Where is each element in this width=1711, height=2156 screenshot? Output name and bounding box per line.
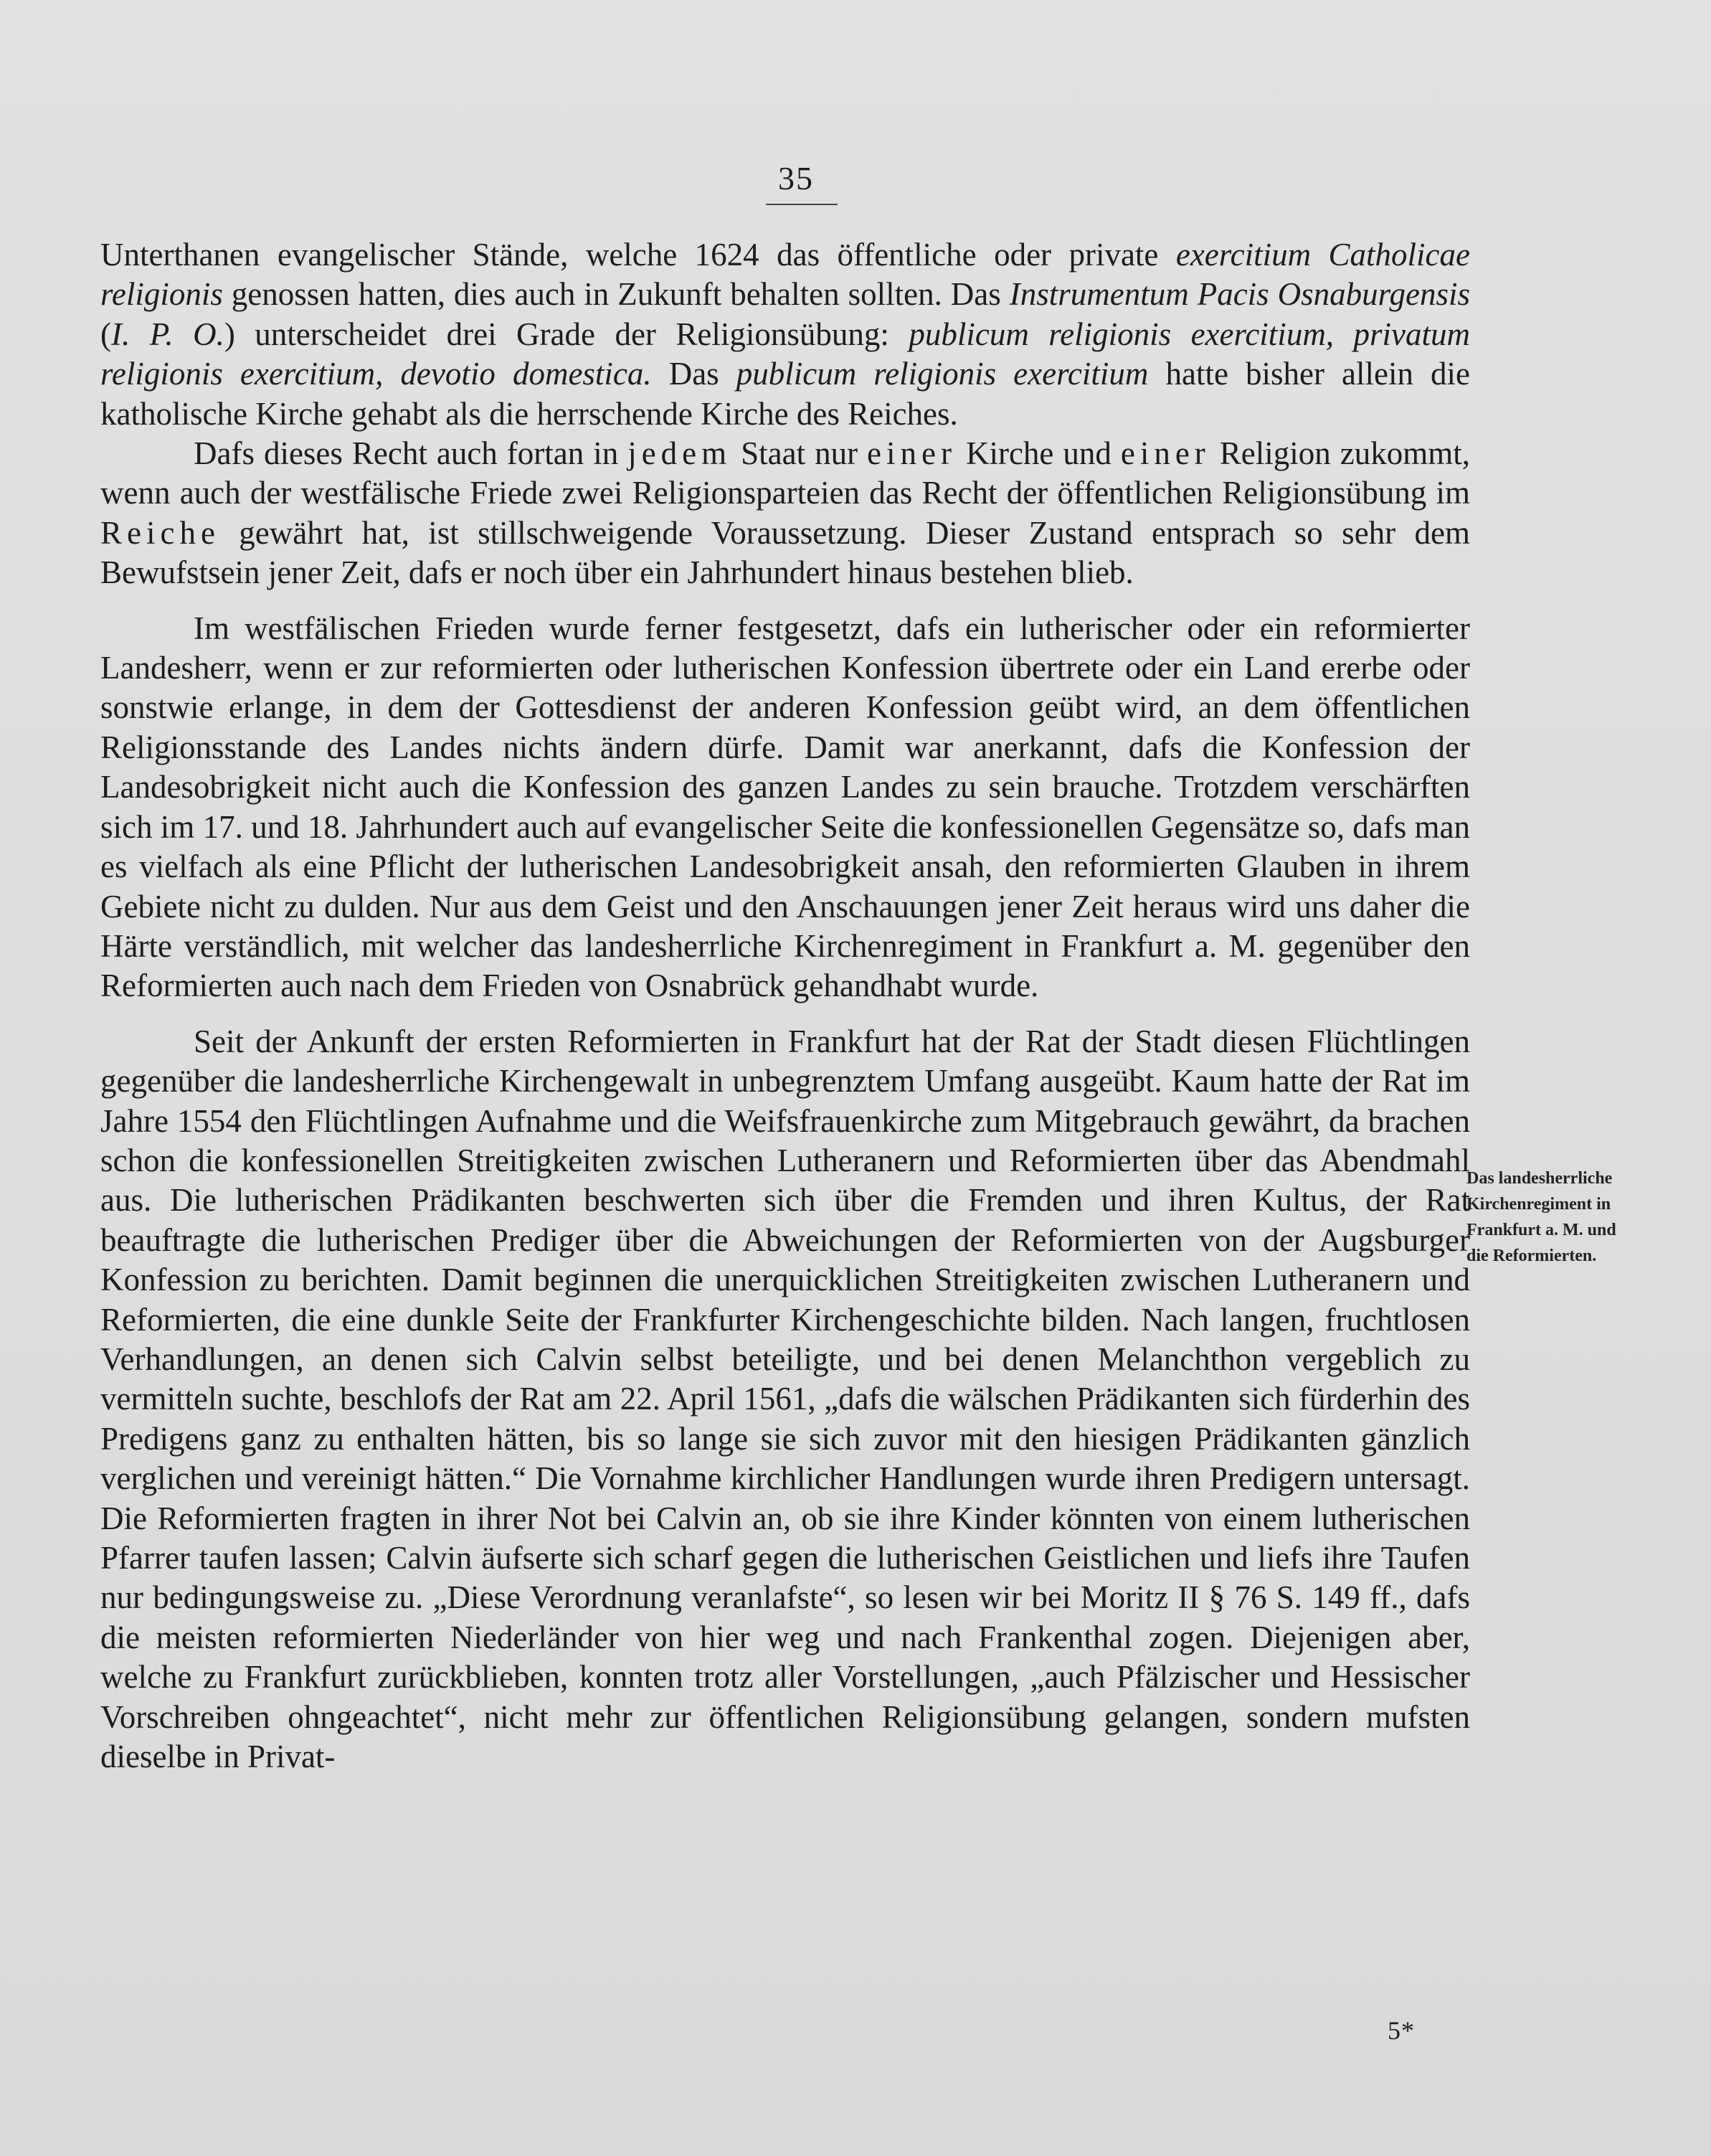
text-run: Das: [651, 356, 736, 392]
text-run: (: [100, 316, 111, 352]
paragraph: [100, 235, 1470, 434]
spaced-emphasis-run: jedem: [627, 435, 732, 472]
italic-run: exercitium Catholicae religionis: [100, 237, 1470, 313]
italic-run: Instrumentum Pacis Osnaburgensis: [1009, 276, 1471, 313]
text-run: Kirche und: [956, 435, 1121, 472]
paragraph: [100, 1022, 1470, 1777]
text-run: Unterthanen evangelischer Stände, welche 1624 das öffentliche oder private: [100, 237, 1176, 273]
text-run: hatte bisher allein die katholische Kirche gehabt als die herrschende Kirche des Reiches.: [100, 356, 1470, 432]
margin-note: Das landesherrliche Kirchenregiment in Frankfurt a. M. und die Reformierten.: [1466, 1169, 1616, 1265]
text-run: genossen hatten, dies auch in Zukunft behalten sollten. Das: [222, 276, 1010, 313]
italic-run: I. P. O.: [111, 316, 224, 352]
text-run: ) unterscheidet drei Grade der Religionsübung:: [224, 316, 909, 352]
page-number: 35: [778, 160, 814, 197]
paragraph: [100, 434, 1470, 593]
spaced-emphasis-run: einer: [1120, 435, 1210, 472]
text-run: gewährt hat, ist stillschweigende Voraussetzung. Dieser Zustand entsprach so sehr dem Bewufstsein jener Zeit, dafs er noch über ein Jahrhundert hinaus bestehen blieb.: [100, 514, 1470, 591]
text-run: Im westfälischen Frieden wurde ferner festgesetzt, dafs ein lutherischer oder ein reformierter Landesherr, wenn er zur reformierten oder lutherischen Konfession übertrete oder ein Land ererbe oder sonstwie erlange, in dem der Gottesdienst der anderen Konfession geübt wird, an dem öffentlichen Religionsstande des Landes nichts ändern dürfe. Damit war anerkannt, dafs die Konfession der Landesobrigkeit nicht auch die Konfession des ganzen Landes zu sein brauche. Trotzdem verschärften sich im 17. und 18. Jahrhundert auch auf evangelischer Seite die konfessionellen Gegensätze so, dafs man es vielfach als eine Pflicht der lutherischen Landesobrigkeit ansah, den reformierten Glauben in ihrem Gebiete nicht zu dulden. Nur aus dem Geist und den Anschauungen jener Zeit heraus wird uns daher die Härte verständlich, mit welcher das landesherrliche Kirchenregiment in Frankfurt a. M. gegenüber den Reformierten auch nach dem Frieden von Osnabrück gehandhabt wurde.: [100, 610, 1470, 1004]
paragraph: [100, 609, 1470, 1006]
text-run: Seit der Ankunft der ersten Reformierten in Frankfurt hat der Rat der Stadt diesen Flüchtlingen gegenüber die landesherrliche Kirchengewalt in unbegrenztem Umfang ausgeübt. Kaum hatte der Rat im Jahre 1554 den Flüchtlingen Aufnahme und die Weifsfrauenkirche zum Mitgebrauch gewährt, da brachen schon die konfessionellen Streitigkeiten zwischen Lutheranern und Reformierten über das Abendmahl aus. Die lutherischen Prädikanten beschwerten sich über die Fremden und ihren Kultus, der Rat beauftragte die lutherischen Prediger über die Abweichungen der Reformierten von der Augsburger Konfession zu berichten. Damit beginnen die unerquicklichen Streitigkeiten zwischen Lutheranern und Reformierten, die eine dunkle Seite der Frankfurter Kirchengeschichte bilden. Nach langen, fruchtlosen Verhandlungen, an denen sich Calvin selbst beteiligte, und bei denen Melanchthon vergeblich zu vermitteln suchte, beschlofs der Rat am 22. April 1561, „dafs die wälschen Prädikanten sich fürderhin des Predigens ganz zu enthalten hätten, bis so lange sie sich zuvor mit den hiesigen Prädikanten gänzlich verglichen und vereinigt hätten.“ Die Vornahme kirchlicher Handlungen wurde ihren Predigern untersagt. Die Reformierten fragten in ihrer Not bei Calvin an, ob sie ihre Kinder könnten von einem lutherischen Pfarrer taufen lassen; Calvin äufserte sich scharf gegen die lutherischen Geistlichen und liefs ihre Taufen nur bedingungsweise zu. „Diese Verordnung veranlafste“, so lesen wir bei Moritz II § 76 S. 149 ff., dafs die meisten reformierten Niederländer von hier weg und nach Frankenthal zogen. Diejenigen aber, welche zu Frankfurt zurückblieben, konnten trotz aller Vorstellungen, „auch Pfälzischer und Hessischer Vorschreiben ohngeachtet“, nicht mehr zur öffentlichen Religionsübung gelangen, sondern mufsten dieselbe in Privat-: [100, 1023, 1470, 1775]
italic-run: publicum religionis exercitium: [736, 356, 1149, 392]
text-run: Staat nur: [731, 435, 868, 472]
spaced-emphasis-run: einer: [867, 435, 957, 472]
italic-run: publicum religionis exercitium, privatum religionis exercitium, devotio domestica.: [100, 316, 1471, 392]
signature-mark: 5*: [1388, 2016, 1415, 2045]
text-run: Religion zukommt, wenn auch der westfälische Friede zwei Religionsparteien das Recht der öffentlichen Religionsübung im: [100, 435, 1470, 511]
page-number-rule: [766, 204, 838, 205]
text-run: Dafs dieses Recht auch fortan in: [194, 435, 628, 472]
body-text: [100, 235, 1470, 1777]
spaced-emphasis-run: Reiche: [100, 514, 220, 551]
